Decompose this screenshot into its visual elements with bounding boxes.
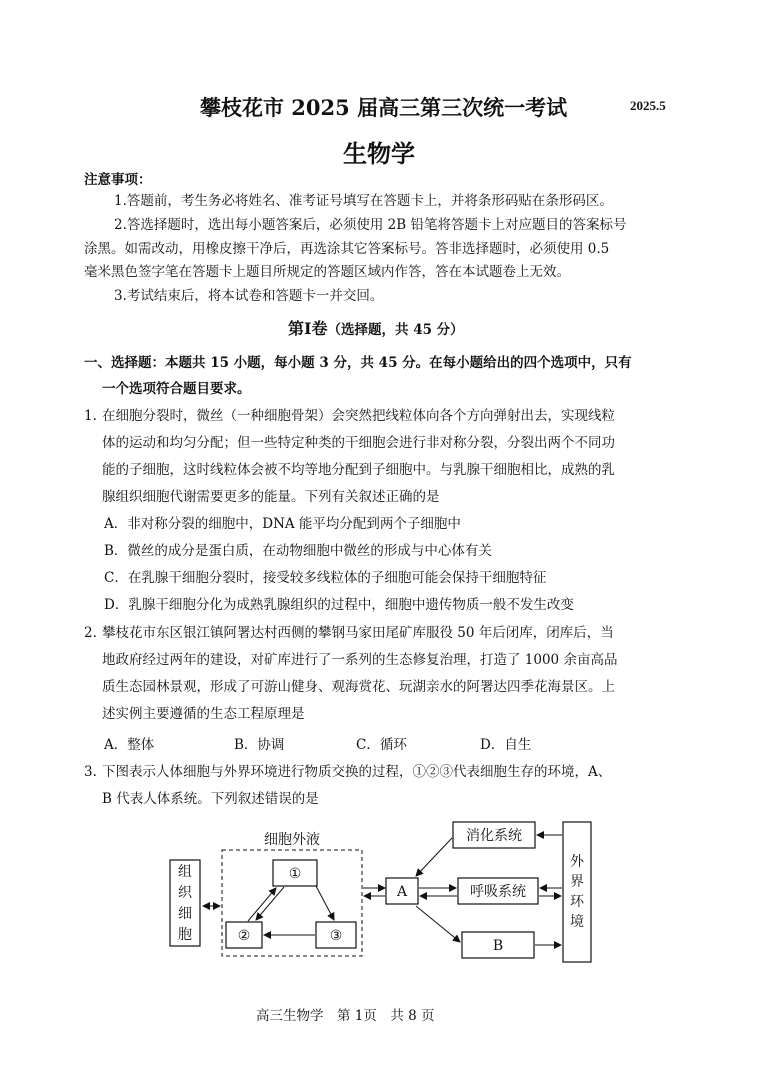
arrow-2-to-1 bbox=[248, 888, 276, 921]
section-instruction: 一、选择题：本题共 15 小题，每小题 3 分，共 45 分。在每小题给出的四个选项中，只有 bbox=[84, 355, 632, 371]
option-c: C．循环 bbox=[356, 737, 407, 753]
option-b: B．协调 bbox=[234, 737, 285, 753]
question-text: 在细胞分裂时，微丝（一种细胞骨架）会突然把线粒体向各个方向弹射出去，实现线粒 bbox=[102, 408, 615, 424]
exam-title: 攀枝花市 2025 届高三第三次统一考试 bbox=[200, 95, 568, 120]
node-a-label: A bbox=[396, 884, 408, 900]
exam-date: 2025.5 bbox=[630, 98, 666, 113]
arrow-1-to-2 bbox=[256, 887, 284, 920]
arrow-1-to-3 bbox=[316, 886, 334, 920]
extracellular-fluid-label: 细胞外液 bbox=[264, 832, 320, 848]
question-number: 2. bbox=[84, 625, 97, 641]
option-c: C．在乳腺干细胞分裂时，接受较多线粒体的子细胞可能会保持干细胞特征 bbox=[104, 570, 547, 586]
external-environment-box bbox=[563, 822, 591, 962]
question-number: 1. bbox=[84, 408, 97, 424]
question-text: 质生态园林景观，形成了可游山健身、观海赏花、玩湖亲水的阿署达四季花海景区。上 bbox=[102, 679, 615, 695]
question-text: 体的运动和均匀分配；但一些特定种类的干细胞会进行非对称分裂，分裂出两个不同功 bbox=[102, 435, 615, 451]
question-text: 攀枝花市东区银江镇阿署达村西侧的攀钢马家田尾矿库服役 50 年后闭库，闭库后，当 bbox=[102, 625, 614, 641]
respiratory-system-label: 呼吸系统 bbox=[470, 884, 526, 900]
material-exchange-diagram bbox=[168, 818, 598, 968]
option-d: D．乳腺干细胞分化为成熟乳腺组织的过程中，细胞中遗传物质一般不发生改变 bbox=[104, 597, 574, 613]
node-2-label: ② bbox=[237, 928, 251, 944]
section-instruction: 一个选项符合题目要求。 bbox=[102, 381, 251, 397]
tissue-cell-label-2: 织 bbox=[178, 885, 192, 901]
section-subtitle: （选择题，共 45 分） bbox=[327, 322, 464, 338]
node-3-label: ③ bbox=[329, 928, 343, 944]
environment-label-4: 境 bbox=[570, 914, 584, 930]
notice-line: 2.答选择题时，选出每小题答案后，必须使用 2B 铅笔将答题卡上对应题目的答案标号 bbox=[114, 217, 627, 233]
question-text: 述实例主要遵循的生态工程原理是 bbox=[102, 706, 305, 722]
arrow-digestive-to-a bbox=[416, 838, 452, 876]
notice-heading: 注意事项： bbox=[84, 172, 152, 188]
node-1-label: ① bbox=[288, 866, 302, 882]
question-number: 3. bbox=[84, 764, 97, 780]
option-a: A．非对称分裂的细胞中，DNA 能平均分配到两个子细胞中 bbox=[104, 516, 461, 532]
notice-line: 毫米黑色签字笔在答题卡上题目所规定的答题区域内作答，答在本试题卷上无效。 bbox=[84, 264, 570, 280]
question-text: 下图表示人体细胞与外界环境进行物质交换的过程，①②③代表细胞生存的环境，A、 bbox=[102, 764, 612, 780]
notice-line: 1.答题前，考生务必将姓名、准考证号填写在答题卡上，并将条形码贴在条形码区。 bbox=[114, 193, 613, 209]
page-footer: 高三生物学 第 1页 共 8 页 bbox=[256, 1008, 435, 1024]
notice-line: 3.考试结束后，将本试卷和答题卡一并交回。 bbox=[114, 288, 384, 304]
digestive-system-label: 消化系统 bbox=[466, 828, 522, 844]
question-text: 地政府经过两年的建设，对矿库进行了一系列的生态修复治理，打造了 1000 余亩高品 bbox=[102, 652, 618, 668]
tissue-cell-label-1: 组 bbox=[178, 864, 192, 880]
environment-label-3: 环 bbox=[570, 894, 584, 910]
arrow-a-to-b bbox=[416, 906, 460, 942]
environment-label-1: 外 bbox=[570, 854, 584, 870]
tissue-cell-label-3: 细 bbox=[178, 906, 192, 922]
option-a: A．整体 bbox=[104, 737, 155, 753]
tissue-cell-label-4: 胞 bbox=[178, 927, 192, 943]
option-b: B．微丝的成分是蛋白质，在动物细胞中微丝的形成与中心体有关 bbox=[104, 543, 492, 559]
question-text: B 代表人体系统。下列叙述错误的是 bbox=[102, 791, 319, 807]
question-text: 腺组织细胞代谢需要更多的能量。下列有关叙述正确的是 bbox=[102, 489, 440, 505]
section-title: 第Ⅰ卷 bbox=[288, 319, 328, 338]
section-heading bbox=[288, 316, 464, 339]
subject-title: 生物学 bbox=[343, 139, 415, 168]
notice-line: 涂黑。如需改动，用橡皮擦干净后，再选涂其它答案标号。答非选择题时，必须使用 0.5 bbox=[84, 241, 610, 257]
environment-label-2: 界 bbox=[570, 874, 584, 890]
node-b-label: B bbox=[492, 938, 504, 954]
option-d: D．自生 bbox=[480, 737, 532, 753]
question-text: 能的子细胞，这时线粒体会被不均等地分配到子细胞中。与乳腺干细胞相比，成熟的乳 bbox=[102, 462, 615, 478]
